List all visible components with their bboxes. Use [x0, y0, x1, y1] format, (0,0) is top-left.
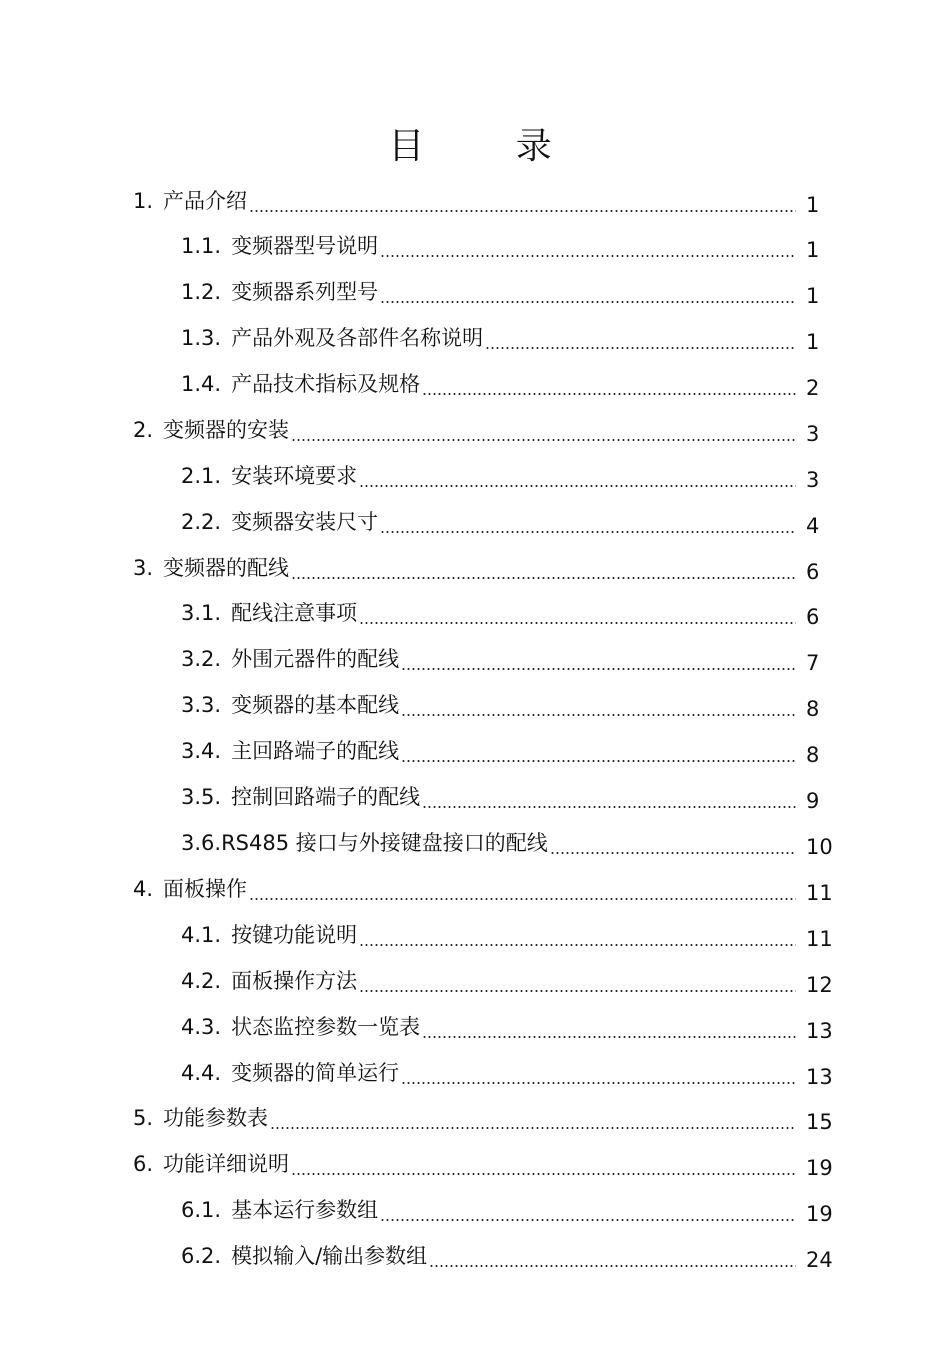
toc-entry[interactable] [181, 461, 950, 493]
toc-entry[interactable] [181, 1195, 950, 1227]
toc-entry[interactable] [181, 644, 950, 676]
toc-entry[interactable] [181, 323, 950, 355]
entry-number: 5. [133, 1106, 154, 1130]
page-number: 1 [806, 238, 820, 262]
entry-label: 变频器的配线 [163, 556, 290, 580]
toc-entry[interactable] [181, 966, 950, 998]
toc-entry[interactable] [133, 874, 950, 906]
toc-entry[interactable] [181, 369, 950, 401]
entry-number: 1.2. [181, 280, 222, 304]
entry-number: 3. [133, 556, 154, 580]
dot-leader [485, 347, 796, 349]
entry-number: 3.6. [181, 831, 222, 855]
dot-leader [380, 531, 796, 533]
toc-entry[interactable] [181, 690, 950, 722]
entry-label: 按键功能说明 [231, 923, 358, 947]
toc-entry[interactable] [181, 736, 950, 768]
toc-entry[interactable] [181, 1012, 950, 1044]
dot-leader [401, 668, 796, 670]
dot-leader [401, 1082, 796, 1084]
dot-leader [359, 990, 796, 992]
toc-entry[interactable] [181, 598, 950, 630]
page-number: 1 [806, 193, 820, 217]
page-number: 11 [806, 881, 833, 905]
page-number: 8 [806, 697, 820, 721]
toc-entry[interactable] [181, 507, 950, 539]
toc-entry[interactable] [133, 415, 950, 447]
entry-label: 基本运行参数组 [231, 1198, 379, 1222]
page-number: 15 [806, 1110, 833, 1134]
entry-number: 4.4. [181, 1061, 222, 1085]
page-number: 11 [806, 927, 833, 951]
dot-leader [401, 714, 796, 716]
entry-label: 面板操作方法 [231, 969, 358, 993]
dot-leader [380, 1219, 796, 1221]
entry-number: 6.1. [181, 1198, 222, 1222]
entry-label: 功能参数表 [163, 1106, 269, 1130]
page-number: 13 [806, 1019, 833, 1043]
entry-label: 产品外观及各部件名称说明 [231, 326, 484, 350]
entry-number: 3.5. [181, 785, 222, 809]
entry-label: 安装环境要求 [231, 464, 358, 488]
entry-label: 变频器的基本配线 [231, 693, 400, 717]
entry-number: 4. [133, 877, 154, 901]
dot-leader [291, 439, 796, 441]
page-number: 2 [806, 376, 820, 400]
dot-leader [249, 898, 796, 900]
dot-leader [249, 210, 796, 212]
entry-number: 3.4. [181, 739, 222, 763]
page-number: 8 [806, 743, 820, 767]
dot-leader [270, 1127, 796, 1129]
page-number: 13 [806, 1065, 833, 1089]
entry-number: 1. [133, 189, 154, 213]
entry-label: 外围元器件的配线 [231, 647, 400, 671]
entry-number: 4.1. [181, 923, 222, 947]
toc-entry[interactable] [181, 277, 950, 309]
page-number: 4 [806, 514, 820, 538]
entry-number: 2.2. [181, 510, 222, 534]
dot-leader [422, 1036, 796, 1038]
entry-label: 面板操作 [163, 877, 248, 901]
dot-leader [550, 852, 796, 854]
entry-label: 变频器的简单运行 [231, 1061, 400, 1085]
entry-label: RS485 接口与外接键盘接口的配线 [221, 831, 548, 855]
dot-leader [380, 255, 796, 257]
dot-leader [359, 944, 796, 946]
page-number: 9 [806, 789, 820, 813]
entry-number: 3.3. [181, 693, 222, 717]
page-number: 19 [806, 1156, 833, 1180]
entry-number: 4.2. [181, 969, 222, 993]
entry-number: 1.3. [181, 326, 222, 350]
entry-label: 状态监控参数一览表 [231, 1015, 421, 1039]
dot-leader [429, 1265, 796, 1267]
entry-label: 变频器型号说明 [231, 234, 379, 258]
entry-label: 主回路端子的配线 [231, 739, 400, 763]
page-number: 6 [806, 560, 820, 584]
dot-leader [422, 393, 796, 395]
entry-number: 6. [133, 1152, 154, 1176]
entry-number: 3.2. [181, 647, 222, 671]
dot-leader [291, 1173, 796, 1175]
toc-entry[interactable] [133, 186, 950, 218]
page-number: 6 [806, 605, 820, 629]
entry-number: 2.1. [181, 464, 222, 488]
entry-label: 控制回路端子的配线 [231, 785, 421, 809]
entry-number: 2. [133, 418, 154, 442]
page-number: 3 [806, 468, 820, 492]
entry-label: 配线注意事项 [231, 601, 358, 625]
entry-number: 3.1. [181, 601, 222, 625]
page-number: 12 [806, 973, 833, 997]
toc-entry[interactable] [133, 553, 950, 585]
dot-leader [291, 577, 796, 579]
entry-label: 产品介绍 [163, 189, 248, 213]
dot-leader [359, 485, 796, 487]
toc-entry[interactable] [181, 1241, 950, 1273]
entry-number: 4.3. [181, 1015, 222, 1039]
dot-leader [380, 301, 796, 303]
page-number: 19 [806, 1202, 833, 1226]
entry-number: 1.1. [181, 234, 222, 258]
page-number: 10 [806, 835, 833, 859]
entry-number: 1.4. [181, 372, 222, 396]
dot-leader [401, 760, 796, 762]
entry-label: 模拟输入/输出参数组 [231, 1244, 428, 1268]
toc-entry[interactable] [133, 1149, 950, 1181]
entry-label: 功能详细说明 [163, 1152, 290, 1176]
page-number: 7 [806, 651, 820, 675]
page-number: 1 [806, 330, 820, 354]
toc-entry[interactable] [181, 1058, 950, 1090]
toc-entry[interactable] [181, 920, 950, 952]
entry-label: 变频器系列型号 [231, 280, 379, 304]
page-number: 3 [806, 422, 820, 446]
page-number: 1 [806, 284, 820, 308]
page-title: 目 录 [388, 126, 592, 167]
dot-leader [359, 622, 796, 624]
entry-label: 产品技术指标及规格 [231, 372, 421, 396]
entry-number: 6.2. [181, 1244, 222, 1268]
entry-label: 变频器的安装 [163, 418, 290, 442]
toc-entry[interactable] [133, 1103, 950, 1135]
toc-entry[interactable] [181, 231, 950, 263]
toc-entry[interactable] [181, 782, 950, 814]
toc-entry[interactable] [181, 828, 950, 860]
entry-label: 变频器安装尺寸 [231, 510, 379, 534]
page-number: 24 [806, 1248, 833, 1272]
dot-leader [422, 806, 796, 808]
